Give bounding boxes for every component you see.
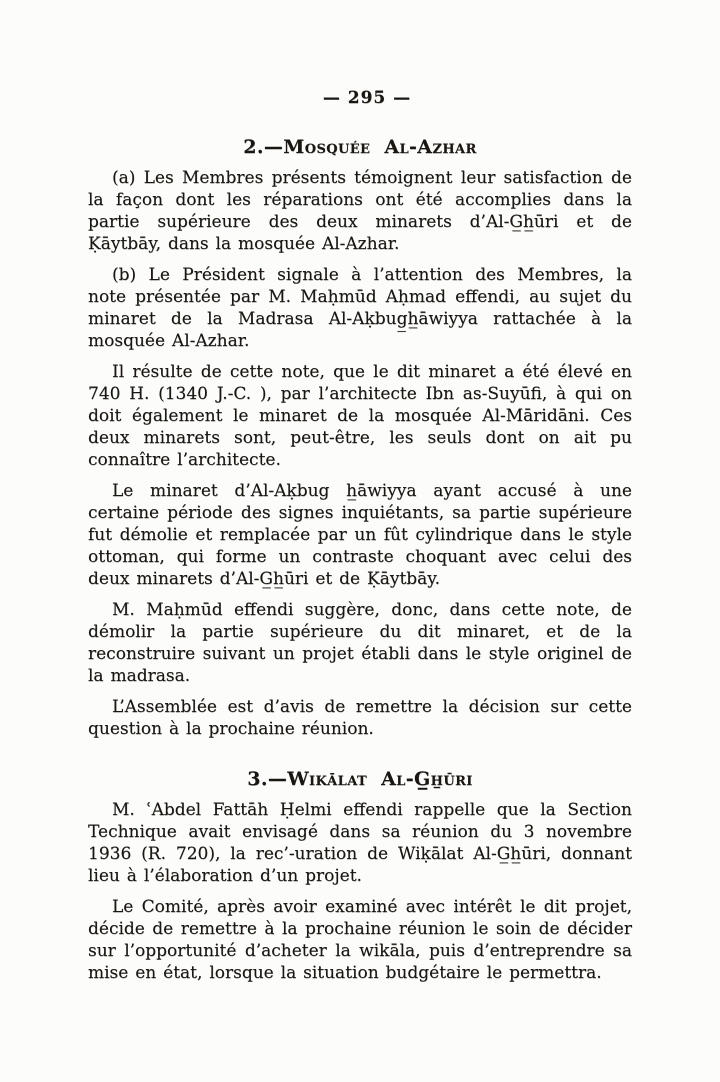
paragraph-il-resulte: Il résulte de cette note, que le dit minaret a été élevé en 740 H. (1340 J.-C. ), par l’architecte Ibn as-Suyūfi, à qui on doit également le minaret de la mosquée Al-Māridāni. Ces deux minarets sont, peut-être, les seuls dont on ait pu connaître l’architecte. [88,362,632,470]
section-heading-wikalat-al-ghuri: 3.—Wikālat Al-G̲h̲ūri [247,768,473,790]
paragraph-abdel-fattah-rappelle: M. ʿAbdel Fattāh Ḥelmi effendi rappelle que la Section Technique avait envisagé dans sa réunion du 3 novembre 1936 (R. 720), la rec’-uration de Wiḳālat Al-G̲h̲ūri, donnant lieu à l’élaboration d’un projet. [88,800,632,886]
paragraph-comite-decide: Le Comité, après avoir examiné avec intérêt le dit projet, décide de remettre à la prochaine réunion le soin de décider sur l’opportunité d’acheter la wikāla, puis d’entreprendre sa mise en état, lorsque la situation budgétaire le permettra. [88,897,632,983]
section-heading-mosquee-al-azhar: 2.—Mosquée Al-Azhar [243,136,477,158]
paragraph-assemblee-decision: L’Assemblée est d’avis de remettre la décision sur cette question à la prochaine réunion. [88,697,632,739]
paragraph-mahmud-suggere: M. Maḥmūd effendi suggère, donc, dans cette note, de démolir la partie supérieure du dit minaret, et de la reconstruire suivant un projet établi dans le style originel de la madrasa. [88,600,632,686]
paragraph-b-note-president: (b) Le Président signale à l’attention des Membres, la note présentée par M. Maḥmūd Aḥmad effendi, au sujet du minaret de la Madrasa Al-Aḳbug̲h̲āwiyya rattachée à la mosquée Al-Azhar. [88,265,632,351]
paragraph-le-minaret: Le minaret d’Al-Aḳbug h̲āwiyya ayant accusé à une certaine période des signes inquiétants, sa partie supérieure fut démolie et remplacée par un fût cylindrique dans le style ottoman, qui forme un contraste choquant avec celui des deux minarets d’Al-G̲h̲ūri et de Ḳāytbāy. [88,481,632,589]
page-number: — 295 — [322,88,412,108]
section-mosquee-al-azhar [88,136,632,740]
section-wikalat-al-ghuri [88,768,632,984]
paragraph-a-reparations: (a) Les Membres présents témoignent leur satisfaction de la façon dont les réparations ont été accomplies dans la partie supérieure des deux minarets d’Al-G̲h̲ūri et de Ḳāytbāy, dans la mosquée Al-Azhar. [88,168,632,254]
